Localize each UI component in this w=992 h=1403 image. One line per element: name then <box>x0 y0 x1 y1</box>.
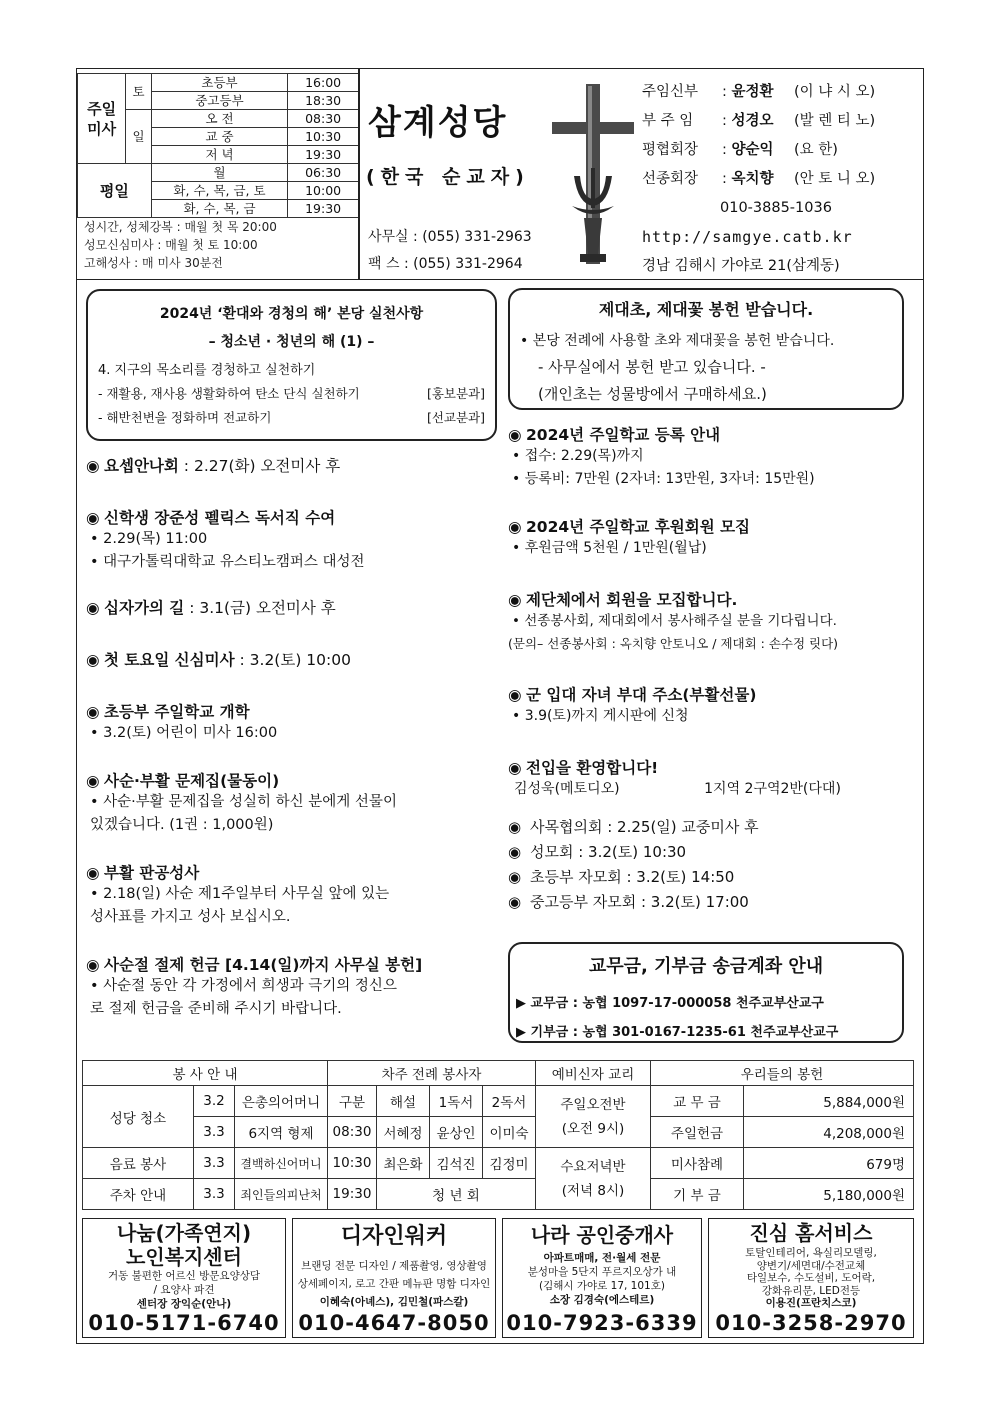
bullet-circle-icon: ◉ <box>508 818 522 836</box>
staff-list <box>642 78 922 281</box>
meeting-line: 중고등부 자모회 : 3.2(토) 17:00 <box>530 893 749 911</box>
ad-name: 디자인워커 <box>340 1224 448 1249</box>
table-cell: 윤상인 <box>430 1117 483 1148</box>
sunday-label: 일 <box>126 110 152 164</box>
mass-name: 화, 수, 목, 금, 토 <box>151 182 287 200</box>
staff-baptismal: (이 냐 시 오) <box>794 84 876 100</box>
table-cell: 해설 <box>377 1086 430 1117</box>
table-cell: 3.3 <box>194 1148 235 1179</box>
account-box <box>508 942 904 1043</box>
notice-line: • 사순절 동안 각 가정에서 희생과 극기의 정신으 <box>90 978 397 994</box>
ad-name: 노인복지센터 <box>126 1245 242 1269</box>
table-cell: 3.2 <box>194 1086 235 1117</box>
ad-phone: 010-4647-8050 <box>298 1311 490 1335</box>
notice-line: • 3.2(토) 어린이 미사 16:00 <box>90 725 278 741</box>
ad-phone: 010-7923-6339 <box>506 1311 698 1335</box>
notice-line: 김성욱(메토디오) 1지역 2구역2반(다대) <box>514 781 841 797</box>
table-row <box>83 1148 914 1179</box>
mass-time: 08:30 <box>288 110 359 128</box>
table-header: 우리들의 봉헌 <box>651 1061 914 1086</box>
left-notices <box>86 454 496 1021</box>
ad-phone: 010-5171-6740 <box>88 1311 280 1335</box>
ad-desc: 분성마을 5단지 푸르지오상가 내 <box>527 1266 677 1278</box>
mass-name: 교 중 <box>151 128 287 146</box>
mass-name: 중고등부 <box>151 92 287 110</box>
cross-logo-icon <box>548 80 638 270</box>
staff-row: 부 주 임 : 성경오 (발 렌 티 노) <box>642 107 922 136</box>
notice-line: • 사순·부활 문제집을 성실히 하신 분에게 선물이 <box>90 794 397 810</box>
table-cell: 주일헌금 <box>651 1117 744 1148</box>
notice-line: • 등록비: 7만원 (2자녀: 13만원, 3자녀: 15만원) <box>512 471 815 487</box>
mass-name: 월 <box>151 164 287 182</box>
table-cell: 10:30 <box>328 1148 377 1179</box>
mass-notes <box>84 218 277 272</box>
meeting-line: 성모회 : 3.2(토) 10:30 <box>530 843 687 861</box>
mass-time: 10:30 <box>288 128 359 146</box>
table-cell: 미사참례 <box>651 1148 744 1179</box>
church-phones <box>368 224 532 278</box>
note-line: 고해성사 : 매 미사 30분전 <box>84 256 223 270</box>
church-address: 경남 김해시 가야로 21(삼계동) <box>642 258 840 274</box>
ad-desc: 상세페이지, 로고 간판 메뉴판 명함 디자인 <box>297 1278 491 1290</box>
bullet-circle-icon: ◉ <box>86 772 100 790</box>
bullet-circle-icon: ◉ <box>508 591 522 609</box>
sunday-mass-label <box>78 74 126 164</box>
fax-number: 팩 스 : (055) 331-2964 <box>368 256 523 272</box>
ad-desc: 이혜숙(아녜스), 김민철(파스칼) <box>319 1296 469 1308</box>
notice-item <box>508 683 912 728</box>
notice-line: • 2.18(일) 사순 제1주일부터 사무실 앞에 있는 <box>90 886 390 902</box>
notice-line: • 3.9(토)까지 게시판에 신청 <box>512 708 689 724</box>
table-header: 봉 사 안 내 <box>83 1061 328 1086</box>
ad-desc: / 요양사 파견 <box>153 1284 215 1296</box>
notice-item <box>508 756 912 801</box>
notice-detail: : 3.1(금) 오전미사 후 <box>184 599 336 617</box>
catechism-line: (저녁 8시) <box>561 1182 625 1199</box>
contact-phone: 010-3885-1036 <box>720 200 832 216</box>
account-title: 교무금, 기부금 송금계좌 안내 <box>588 956 824 977</box>
bullet-circle-icon: ◉ <box>86 651 100 669</box>
notice-title: 부활 판공성사 <box>104 864 200 882</box>
yearly-item: 4. 지구의 목소리를 경청하고 실천하기 <box>98 363 316 378</box>
table-cell: 교 무 금 <box>651 1086 744 1117</box>
church-name: 삼계성당 <box>368 103 508 143</box>
notice-line: • 접수: 2.29(목)까지 <box>512 448 644 464</box>
table-cell: 최은화 <box>377 1148 430 1179</box>
yearly-practice-box <box>86 289 497 441</box>
notice-item <box>508 423 912 491</box>
table-header: 예비신자 교리 <box>536 1061 651 1086</box>
staff-baptismal: (요 한) <box>794 142 838 158</box>
table-cell: 음료 봉사 <box>83 1148 194 1179</box>
account-line: ▶ 기부금 : 농협 301-0167-1235-61 천주교부산교구 <box>516 1025 839 1040</box>
table-cell: 5,180,000원 <box>744 1179 914 1210</box>
notice-line: 성사표를 가지고 성사 보십시오. <box>90 909 291 925</box>
table-row <box>83 1179 914 1210</box>
staff-baptismal: (발 렌 티 노) <box>794 113 876 129</box>
table-cell: 결백하신어머니 <box>235 1148 328 1179</box>
mass-name: 초등부 <box>151 74 287 92</box>
ad-desc: 센터장 장익순(안나) <box>136 1298 232 1310</box>
ad-desc: 강화유리문, LED전등 <box>761 1284 861 1297</box>
staff-name: 윤정환 <box>731 84 774 100</box>
candle-line: • 본당 전례에 사용할 초와 제대꽃을 봉헌 받습니다. <box>520 333 835 349</box>
notice-item <box>86 700 496 745</box>
notice-item <box>86 454 496 476</box>
yearly-subtitle: – 청소년 · 청년의 해 (1) – <box>208 334 375 350</box>
yearly-line-text: - 재활용, 재사용 생활화하여 탄소 단식 실천하기 <box>98 386 360 401</box>
candle-offering-box <box>508 288 904 410</box>
table-cell: 김정미 <box>483 1148 536 1179</box>
ad-name: 진심 홈서비스 <box>749 1221 873 1245</box>
notice-line: • 2.29(목) 11:00 <box>90 531 208 547</box>
table-header: 차주 전례 봉사자 <box>328 1061 536 1086</box>
yearly-line <box>98 408 485 426</box>
table-cell: 4,208,000원 <box>744 1117 914 1148</box>
catechism-line: 주일오전반 <box>560 1096 626 1113</box>
staff-role: 부 주 임 <box>642 113 694 129</box>
table-cell: 기 부 금 <box>651 1179 744 1210</box>
mass-name: 화, 수, 목, 금 <box>151 200 287 218</box>
ad-desc: 거동 불편한 어르신 방문요양상담 <box>107 1270 260 1282</box>
ad-desc: 타일보수, 수도설비, 도어락, <box>746 1272 876 1284</box>
sunday-label-top: 주일 <box>87 99 117 118</box>
church-patron: (한국 순교자) <box>366 166 530 188</box>
bullet-circle-icon: ◉ <box>86 509 100 527</box>
table-cell: 2독서 <box>483 1086 536 1117</box>
meeting-line: 사목협의회 : 2.25(일) 교중미사 후 <box>530 818 759 836</box>
bullet-circle-icon: ◉ <box>508 426 522 444</box>
saturday-label: 토 <box>126 74 152 110</box>
ad-name: 나라 공인중개사 <box>530 1223 674 1247</box>
table-row <box>83 1117 914 1148</box>
ad-name: 나눔(가족연지) <box>116 1221 252 1245</box>
ad-desc: 소장 김경숙(에스테르) <box>549 1294 655 1306</box>
table-cell: 김석진 <box>430 1148 483 1179</box>
bullet-circle-icon: ◉ <box>508 868 522 886</box>
notice-title: 군 입대 자녀 부대 주소(부활선물) <box>526 686 757 704</box>
bullet-circle-icon: ◉ <box>86 599 100 617</box>
yearly-line-dept: [선교분과] <box>426 410 485 425</box>
table-row <box>83 1086 914 1117</box>
staff-row: 선종회장 : 옥치향 (안 토 니 오) <box>642 165 922 194</box>
table-cell: 이미숙 <box>483 1117 536 1148</box>
mass-schedule-table <box>77 73 359 218</box>
table-cell: 6지역 형제 <box>235 1117 328 1148</box>
table-cell: 은총의어머니 <box>235 1086 328 1117</box>
ad-desc: 이용진(프란치스코) <box>765 1297 857 1309</box>
notice-title: 요셉안나회 <box>104 457 179 475</box>
table-cell: 구분 <box>328 1086 377 1117</box>
table-cell: 3.3 <box>194 1117 235 1148</box>
bullet-circle-icon: ◉ <box>508 843 522 861</box>
staff-row: 평협회장 : 양순익 (요 한) <box>642 136 922 165</box>
yearly-line-text: - 해반천변을 정화하며 전교하기 <box>98 410 272 425</box>
notice-item <box>508 588 912 655</box>
yearly-line-dept: [홍보분과] <box>426 386 485 401</box>
weekday-mass-label: 평일 <box>78 164 152 218</box>
meeting-line: 초등부 자모회 : 3.2(토) 14:50 <box>530 868 735 886</box>
staff-name: 양순익 <box>731 142 774 158</box>
notice-line: 로 절제 헌금을 준비해 주시기 바랍니다. <box>90 1001 342 1017</box>
website-link[interactable]: http://samgye.catb.kr <box>642 228 853 246</box>
mass-time: 18:30 <box>288 92 359 110</box>
notice-item <box>86 596 496 618</box>
note-line: 성시간, 성체강복 : 매월 첫 목 20:00 <box>84 220 277 234</box>
table-cell: 679명 <box>744 1148 914 1179</box>
notice-item <box>86 506 496 574</box>
yearly-line <box>98 384 485 402</box>
table-cell: 1독서 <box>430 1086 483 1117</box>
ad-card <box>502 1218 702 1338</box>
notice-title: 사순·부활 문제집(물동이) <box>104 772 280 790</box>
mass-time: 19:30 <box>288 200 359 218</box>
notice-title: 사순절 절제 헌금 [4.14(일)까지 사무실 봉헌] <box>104 956 423 974</box>
right-notices <box>508 423 912 915</box>
notice-item <box>86 769 496 837</box>
ad-desc: 브랜딩 전문 디자인 / 제품촬영, 영상촬영 <box>301 1260 487 1272</box>
ad-desc: 양변기/세면대/수전교체 <box>756 1259 866 1272</box>
notice-title: 초등부 주일학교 개학 <box>104 703 250 721</box>
meetings-list <box>508 815 912 915</box>
table-cell: 서혜정 <box>377 1117 430 1148</box>
notice-item <box>86 648 496 670</box>
bullet-circle-icon: ◉ <box>86 457 100 475</box>
ad-desc: (김해시 가야로 17, 101호) <box>539 1280 665 1292</box>
bullet-circle-icon: ◉ <box>86 864 100 882</box>
catechism-cell <box>536 1148 651 1210</box>
mass-name: 저 녁 <box>151 146 287 164</box>
table-cell: 청 년 회 <box>377 1179 536 1210</box>
table-cell: 죄인들의피난처 <box>235 1179 328 1210</box>
header-divider <box>358 68 360 280</box>
staff-name: 옥치향 <box>731 171 774 187</box>
bullet-circle-icon: ◉ <box>86 703 100 721</box>
bullet-circle-icon: ◉ <box>508 893 522 911</box>
staff-role: 평협회장 <box>642 142 699 158</box>
table-cell: 주차 안내 <box>83 1179 194 1210</box>
bullet-circle-icon: ◉ <box>86 956 100 974</box>
notice-item <box>86 861 496 929</box>
notice-line: • 후원금액 5천원 / 1만원(월납) <box>512 540 707 556</box>
yearly-title: 2024년 ‘환대와 경청의 해’ 본당 실천사항 <box>159 306 424 322</box>
candle-line: (개인초는 성물방에서 구매하세요.) <box>538 385 767 403</box>
notice-title: 신학생 장준성 펠릭스 독서직 수여 <box>104 509 336 527</box>
mass-time: 10:00 <box>288 182 359 200</box>
table-cell: 3.3 <box>194 1179 235 1210</box>
ad-card <box>82 1218 286 1338</box>
ad-phone: 010-3258-2970 <box>715 1311 907 1335</box>
notice-line: 있겠습니다. (1권 : 1,000원) <box>90 817 274 833</box>
staff-row: 주임신부 : 윤정환 (이 냐 시 오) <box>642 78 922 107</box>
notice-title: 2024년 주일학교 후원회원 모집 <box>526 518 751 536</box>
table-cell: 08:30 <box>328 1117 377 1148</box>
notice-line: (문의– 선종봉사회 : 옥치향 안토니오 / 제대회 : 손수정 릿다) <box>508 636 839 651</box>
notice-line: • 선종봉사회, 제대회에서 봉사해주실 분을 기다립니다. <box>512 613 837 629</box>
candle-title: 제대초, 제대꽃 봉헌 받습니다. <box>598 300 814 319</box>
notice-title: 2024년 주일학교 등록 안내 <box>526 426 721 444</box>
table-cell: 5,884,000원 <box>744 1086 914 1117</box>
bullet-circle-icon: ◉ <box>508 518 522 536</box>
notice-title: 제단체에서 회원을 모집합니다. <box>526 591 738 609</box>
notice-title: 첫 토요일 신심미사 <box>104 651 235 669</box>
mass-time: 19:30 <box>288 146 359 164</box>
notice-title: 십자가의 길 <box>104 599 185 617</box>
notice-line: • 대구가톨릭대학교 유스티노캠퍼스 대성전 <box>90 554 365 570</box>
notice-title: 전입을 환영합니다! <box>526 759 659 777</box>
ad-desc: 아파트매매, 전·월세 전문 <box>543 1252 661 1264</box>
catechism-line: (오전 9시) <box>561 1120 625 1137</box>
ad-card <box>292 1218 496 1338</box>
account-line: ▶ 교무금 : 농협 1097-17-000058 천주교부산교구 <box>516 996 824 1011</box>
staff-baptismal: (안 토 니 오) <box>794 171 876 187</box>
bullet-circle-icon: ◉ <box>508 759 522 777</box>
table-cell: 19:30 <box>328 1179 377 1210</box>
catechism-line: 수요저녁반 <box>560 1158 626 1175</box>
candle-line: - 사무실에서 봉헌 받고 있습니다. - <box>538 358 766 376</box>
office-phone: 사무실 : (055) 331-2963 <box>368 229 532 245</box>
bullet-circle-icon: ◉ <box>508 686 522 704</box>
mass-name: 오 전 <box>151 110 287 128</box>
staff-role: 주임신부 <box>642 84 699 100</box>
ad-desc: 토탈인테리어, 욕실리모델링, <box>745 1247 877 1259</box>
notice-item <box>508 515 912 560</box>
catechism-cell <box>536 1086 651 1148</box>
notice-detail: : 3.2(토) 10:00 <box>234 651 351 669</box>
mass-time: 06:30 <box>288 164 359 182</box>
notice-detail: : 2.27(화) 오전미사 후 <box>178 457 341 475</box>
staff-role: 선종회장 <box>642 171 699 187</box>
mass-time: 16:00 <box>288 74 359 92</box>
notice-item <box>86 953 496 1021</box>
staff-name: 성경오 <box>731 113 774 129</box>
ad-card <box>708 1218 914 1338</box>
sunday-label-bottom: 미사 <box>87 119 117 138</box>
table-cell: 성당 청소 <box>83 1086 194 1148</box>
service-table <box>82 1060 914 1210</box>
note-line: 성모신심미사 : 매월 첫 토 10:00 <box>84 238 258 252</box>
